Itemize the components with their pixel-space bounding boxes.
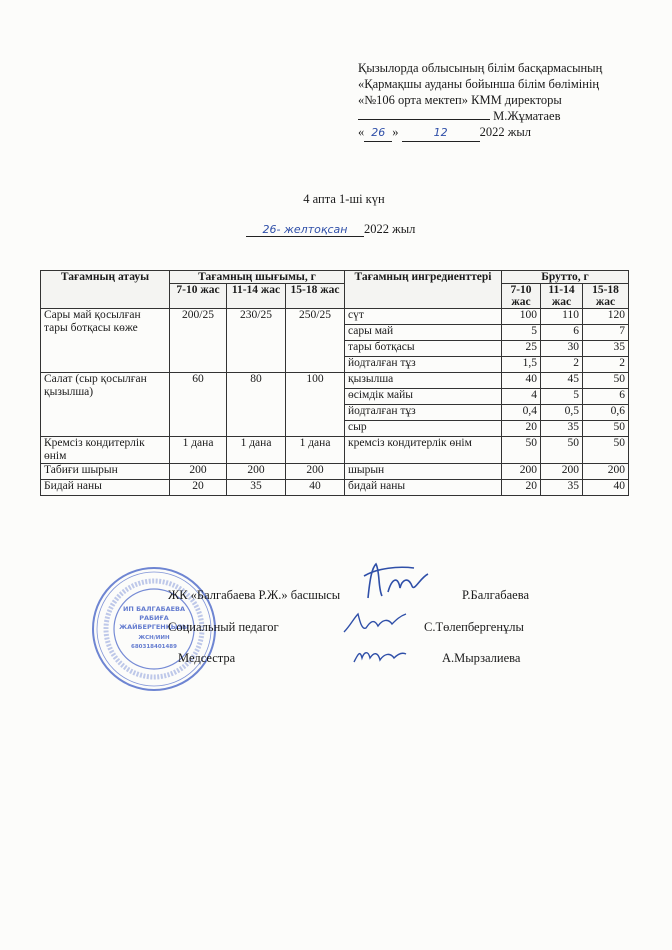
header-gross: Брутто, г bbox=[502, 271, 629, 284]
gross-value: 5 bbox=[541, 389, 583, 405]
ingredient-name: өсімдік майы bbox=[345, 389, 502, 405]
approval-block bbox=[358, 60, 602, 142]
ingredient-name: қызылша bbox=[345, 373, 502, 389]
gross-value: 35 bbox=[541, 480, 583, 496]
header-gross-age-7-10: 7-10 жас bbox=[502, 284, 541, 309]
gross-value: 2 bbox=[541, 357, 583, 373]
staff-role: Социальный педагог bbox=[168, 620, 279, 634]
approval-date-month: 12 bbox=[402, 125, 480, 142]
dish-name: Салат (сыр қосылған қызылша) bbox=[41, 373, 170, 437]
ingredient-name: кремсіз кондитерлік өнім bbox=[345, 437, 502, 464]
dish-output: 200 bbox=[170, 464, 227, 480]
staff-row-head bbox=[168, 588, 340, 603]
staff-role: Медсестра bbox=[178, 651, 236, 665]
svg-text:РАБИҒА: РАБИҒА bbox=[139, 614, 169, 622]
gross-value: 40 bbox=[583, 480, 629, 496]
dish-output: 1 дана bbox=[170, 437, 227, 464]
menu-date-year: 2022 жыл bbox=[364, 222, 416, 236]
dish-output: 40 bbox=[286, 480, 345, 496]
gross-value: 20 bbox=[502, 480, 541, 496]
ingredient-name: тары ботқасы bbox=[345, 341, 502, 357]
gross-value: 35 bbox=[583, 341, 629, 357]
header-gross-age-11-14: 11-14 жас bbox=[541, 284, 583, 309]
svg-text:680318401489: 680318401489 bbox=[131, 644, 177, 650]
dish-name: Табиғи шырын bbox=[41, 464, 170, 480]
ingredient-name: сүт bbox=[345, 309, 502, 325]
director-line bbox=[358, 108, 602, 124]
header-dish: Тағамның атауы bbox=[41, 271, 170, 309]
signature-social bbox=[340, 608, 410, 638]
svg-text:ЖАЙБЕРГЕНҚЫЗЫ: ЖАЙБЕРГЕНҚЫЗЫ bbox=[119, 623, 189, 631]
gross-value: 30 bbox=[541, 341, 583, 357]
gross-value: 50 bbox=[583, 373, 629, 389]
svg-text:ИП БАЛГАБАЕВА: ИП БАЛГАБАЕВА bbox=[122, 605, 186, 613]
gross-value: 6 bbox=[583, 389, 629, 405]
gross-value: 50 bbox=[583, 437, 629, 464]
dish-output: 200/25 bbox=[170, 309, 227, 373]
table-row bbox=[41, 464, 629, 480]
gross-value: 1,5 bbox=[502, 357, 541, 373]
dish-output: 250/25 bbox=[286, 309, 345, 373]
approval-date: « 26 » 12 2022 жыл bbox=[358, 124, 602, 142]
dish-name: Кремсіз кондитерлік өнім bbox=[41, 437, 170, 464]
gross-value: 50 bbox=[583, 421, 629, 437]
gross-value: 4 bbox=[502, 389, 541, 405]
dish-output: 60 bbox=[170, 373, 227, 437]
ingredient-name: сыр bbox=[345, 421, 502, 437]
dish-output: 20 bbox=[170, 480, 227, 496]
signature-nurse bbox=[350, 642, 410, 670]
day-title: 4 апта 1-ші күн bbox=[303, 192, 385, 206]
staff-row-nurse bbox=[178, 651, 235, 666]
approval-date-day: 26 bbox=[364, 125, 392, 142]
dish-output: 200 bbox=[286, 464, 345, 480]
dish-name: Сары май қосылған тары ботқасы көже bbox=[41, 309, 170, 373]
staff-name-head: Р.Балгабаева bbox=[462, 588, 530, 602]
staff-role: ЖК «Балгабаева Р.Ж.» басшысы bbox=[168, 588, 341, 602]
gross-value: 0,4 bbox=[502, 405, 541, 421]
gross-value: 120 bbox=[583, 309, 629, 325]
gross-value: 110 bbox=[541, 309, 583, 325]
gross-value: 6 bbox=[541, 325, 583, 341]
gross-value: 35 bbox=[541, 421, 583, 437]
ingredient-name: бидай наны bbox=[345, 480, 502, 496]
menu-date-handwritten: 26- желтоқсан bbox=[246, 223, 364, 237]
approval-line-3: «№106 орта мектеп» КММ директоры bbox=[358, 93, 562, 107]
ingredient-name: йодталған тұз bbox=[345, 357, 502, 373]
approval-date-year: 2022 жыл bbox=[479, 125, 532, 139]
menu-table bbox=[40, 270, 629, 496]
gross-value: 50 bbox=[502, 437, 541, 464]
gross-value: 50 bbox=[541, 437, 583, 464]
gross-value: 20 bbox=[502, 421, 541, 437]
dish-output: 230/25 bbox=[227, 309, 286, 373]
table-row bbox=[41, 373, 629, 389]
menu-table-body bbox=[41, 309, 629, 496]
gross-value: 7 bbox=[583, 325, 629, 341]
gross-value: 0,6 bbox=[583, 405, 629, 421]
signature-line bbox=[358, 108, 490, 120]
gross-value: 5 bbox=[502, 325, 541, 341]
table-row bbox=[41, 309, 629, 325]
header-gross-age-15-18: 15-18 жас bbox=[583, 284, 629, 309]
header-age-7-10: 7-10 жас bbox=[170, 284, 227, 309]
dish-output: 1 дана bbox=[227, 437, 286, 464]
ingredient-name: шырын bbox=[345, 464, 502, 480]
approval-line-1: Қызылорда облысының білім басқармасының bbox=[358, 61, 603, 75]
ingredient-name: йодталған тұз bbox=[345, 405, 502, 421]
signature-head bbox=[358, 558, 438, 608]
gross-value: 25 bbox=[502, 341, 541, 357]
header-output: Тағамның шығымы, г bbox=[170, 271, 345, 284]
table-row bbox=[41, 480, 629, 496]
svg-text:ЖСН/ИИН: ЖСН/ИИН bbox=[138, 635, 170, 641]
gross-value: 45 bbox=[541, 373, 583, 389]
gross-value: 40 bbox=[502, 373, 541, 389]
header-ingredients: Тағамның ингредиенттері bbox=[345, 271, 502, 309]
gross-value: 2 bbox=[583, 357, 629, 373]
gross-value: 200 bbox=[502, 464, 541, 480]
gross-value: 200 bbox=[583, 464, 629, 480]
gross-value: 0,5 bbox=[541, 405, 583, 421]
gross-value: 200 bbox=[541, 464, 583, 480]
gross-value: 100 bbox=[502, 309, 541, 325]
approval-line-2: «Қармақшы ауданы бойынша білім бөлімінің bbox=[358, 77, 600, 91]
table-row bbox=[41, 437, 629, 464]
staff-row-social bbox=[168, 620, 279, 635]
dish-output: 200 bbox=[227, 464, 286, 480]
ingredient-name: сары май bbox=[345, 325, 502, 341]
staff-name-social: С.Төлепбергенұлы bbox=[424, 620, 524, 634]
menu-date bbox=[246, 222, 415, 237]
director-name: М.Жұматаев bbox=[493, 109, 561, 123]
staff-name-nurse: А.Мырзалиева bbox=[442, 651, 521, 665]
header-age-11-14: 11-14 жас bbox=[227, 284, 286, 309]
dish-output: 35 bbox=[227, 480, 286, 496]
dish-name: Бидай наны bbox=[41, 480, 170, 496]
header-age-15-18: 15-18 жас bbox=[286, 284, 345, 309]
dish-output: 100 bbox=[286, 373, 345, 437]
dish-output: 1 дана bbox=[286, 437, 345, 464]
dish-output: 80 bbox=[227, 373, 286, 437]
